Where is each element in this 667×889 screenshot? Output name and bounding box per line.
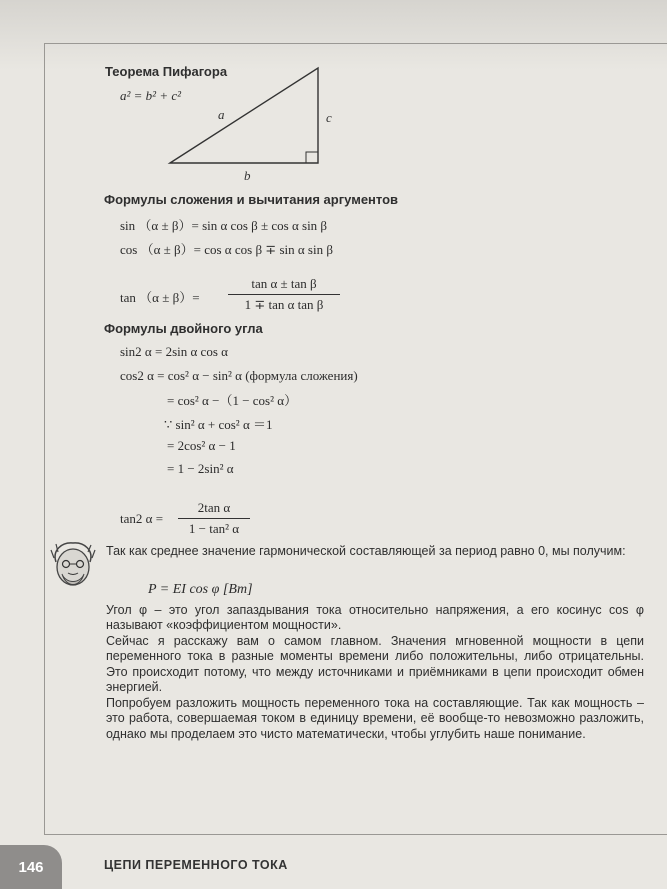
triangle-shape: [170, 68, 318, 163]
sin2-formula: sin2 α = 2sin α cos α: [120, 344, 228, 359]
tan2-lhs: tan2 α =: [120, 511, 164, 526]
cos2-step1: = cos² α −（1 − cos² α）: [167, 393, 298, 408]
page-number: 146: [0, 845, 62, 889]
side-a-label: a: [218, 107, 225, 122]
fraction-bar: [178, 518, 250, 519]
professor-avatar: [50, 540, 96, 592]
tan-sum-denominator: 1 ∓ tan α tan β: [244, 297, 324, 312]
right-triangle-diagram: [160, 60, 340, 185]
pythagoras-title: Теорема Пифагора: [105, 64, 228, 79]
power-formula: P = EI cos φ [Вт]: [148, 582, 253, 597]
paragraph-decomposition: Попробуем разложить мощность переменного тока на составляющие. Так как мощность – это работа, совершаемая током в единицу времени, её вообще-то невозможно разложить, однако мы проделаем это чисто математически, чтобы углубить наше понимание.: [106, 696, 644, 741]
right-angle-mark: [306, 152, 318, 163]
pythagoras-formula: a² = b² + c²: [120, 88, 182, 103]
side-c-label: c: [326, 110, 332, 125]
chapter-title: ЦЕПИ ПЕРЕМЕННОГО ТОКА: [104, 858, 288, 872]
fraction-bar: [228, 294, 340, 295]
cos-sum-formula: cos （α ± β）= cos α cos β ∓ sin α sin β: [120, 242, 333, 257]
tan-sum-fraction: [228, 276, 340, 313]
tan-sum-numerator: tan α ± tan β: [251, 276, 317, 291]
cos2-step4: = 1 − 2sin² α: [167, 461, 234, 476]
cos2-step2: ∵ sin² α + cos² α ＝1: [164, 417, 273, 432]
paragraph-intro: Так как среднее значение гармонической составляющей за период равно 0, мы получим:: [106, 544, 626, 558]
tan2-fraction: [178, 500, 250, 537]
tan-sum-lhs: tan （α ± β）=: [120, 290, 200, 305]
paragraph-phase-angle: Угол φ – это угол запаздывания тока относительно напряжения, а его косинус cos φ называют «коэффициентом мощности».: [106, 603, 644, 633]
paragraph-instantaneous-power: Сейчас я расскажу вам о самом главном. Значения мгновенной мощности в цепи переменного тока в разные моменты времени либо положительны, либо отрицательны. Это происходит потому, что между источниками и приёмниками в цепи происходит обмен энергией.: [106, 634, 644, 695]
addition-title: Формулы сложения и вычитания аргументов: [104, 192, 399, 207]
sin-sum-formula: sin （α ± β）= sin α cos β ± cos α sin β: [120, 218, 328, 233]
cos2-step3: = 2cos² α − 1: [167, 438, 236, 453]
side-b-label: b: [244, 168, 251, 183]
double-angle-title: Формулы двойного угла: [104, 321, 263, 336]
cos2-formula: cos2 α = cos² α − sin² α (формула сложения): [120, 368, 358, 383]
tan2-denominator: 1 − tan² α: [188, 521, 240, 536]
tan2-numerator: 2tan α: [197, 500, 231, 515]
